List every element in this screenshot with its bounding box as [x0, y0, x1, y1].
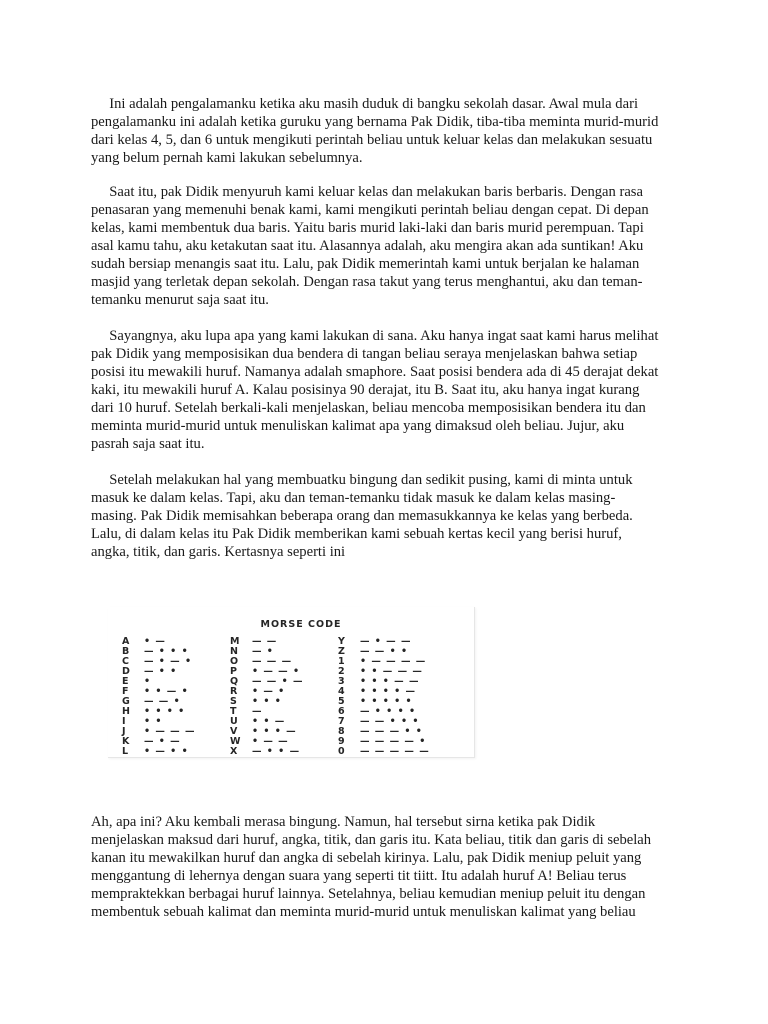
morse-char: N — [230, 646, 238, 657]
morse-char: G — [122, 696, 130, 707]
paragraph-5 — [91, 813, 681, 921]
morse-char: O — [230, 656, 239, 667]
morse-char: J — [122, 726, 126, 737]
morse-code-symbols: • • — — [252, 716, 286, 727]
paragraph-2 — [91, 183, 681, 309]
text-line: kelas, kami membentuk dua baris. Yaitu baris murid laki-laki dan baris murid perempuan. Tapi — [91, 220, 644, 236]
morse-code-symbols: — — • — [144, 696, 181, 707]
morse-code-symbols: — • — — [144, 736, 181, 747]
text-line: penasaran yang memenuhi benak kami, kami mengikuti perintah beliau dengan cepat. Di depan — [91, 202, 649, 218]
morse-char: C — [122, 656, 129, 667]
morse-char: Z — [338, 646, 345, 657]
morse-row — [338, 747, 430, 757]
morse-code-symbols: — — — [252, 636, 278, 647]
text-line: Saat itu, pak Didik menyuruh kami keluar kelas dan melakukan baris berbaris. Dengan rasa — [91, 184, 643, 200]
morse-code-symbols: — • — • — [144, 656, 193, 667]
morse-row — [122, 747, 196, 757]
text-line: mempraktekkan berbagai huruf lainnya. Setelahnya, beliau kemudian meniup peluit itu dengan — [91, 886, 646, 902]
morse-char: 2 — [338, 666, 345, 677]
morse-code-symbols: • • • • — [144, 706, 186, 717]
morse-char: 9 — [338, 736, 345, 747]
morse-code-symbols: — • • • • — [360, 706, 417, 717]
morse-code-symbols: • — — [144, 636, 166, 647]
text-line: masuk ke dalam kelas. Tapi, aku dan teman-temanku tidak masuk ke dalam kelas masing- — [91, 490, 616, 506]
morse-code-symbols: • • — • — [144, 686, 189, 697]
morse-row — [230, 747, 304, 757]
morse-char: E — [122, 676, 129, 687]
morse-code-symbols: — • • • — [144, 646, 189, 657]
text-line: pak Didik yang memposisikan dua bendera di tangan beliau seraya menjelaskan bahwa setiap — [91, 346, 638, 362]
morse-column-3 — [338, 637, 430, 757]
paragraph-1 — [91, 95, 681, 167]
morse-code-symbols: • — [144, 676, 152, 687]
text-line: dari 10 huruf. Setelah berkali-kali menjelaskan, beliau mencoba memposisikan bendera itu dan — [91, 400, 646, 416]
morse-char: W — [230, 736, 241, 747]
morse-char: R — [230, 686, 238, 697]
morse-char: P — [230, 666, 237, 677]
morse-code-image — [108, 607, 475, 758]
morse-code-symbols: • • — [144, 716, 163, 727]
morse-char: F — [122, 686, 129, 697]
text-line: posisi itu mewakili huruf. Namanya adalah smaphore. Saat posisi bendera ada di 45 derajat dekat — [91, 364, 659, 380]
text-line: yang belum pernah kami lakukan sebelumnya. — [91, 150, 363, 166]
text-line: Ini adalah pengalamanku ketika aku masih duduk di bangku sekolah dasar. Awal mula dari — [91, 96, 638, 112]
text-line: sudah bersiap menangis saat itu. Lalu, pak Didik memerintah kami untuk berjalan ke halaman — [91, 256, 640, 272]
morse-code-symbols: • • • — — [252, 726, 297, 737]
text-line: pasrah saja saat itu. — [91, 436, 205, 452]
text-line: Ah, apa ini? Aku kembali merasa bingung. Namun, hal tersebut sirna ketika pak Didik — [91, 814, 596, 830]
morse-code-symbols: • • • — — — [360, 676, 420, 687]
morse-code-symbols: — — — — • — [360, 736, 427, 747]
paragraph-3 — [91, 327, 681, 453]
morse-char: U — [230, 716, 238, 727]
text-line: kanan itu mewakilkan huruf dan angka di sebelah kirinya. Lalu, pak Didik meniup peluit yang — [91, 850, 642, 866]
text-line: menjelaskan maksud dari huruf, angka, titik, dan garis itu. Kata beliau, titik dan garis di sebelah — [91, 832, 652, 848]
text-line: menggantung di lehernya dengan suara yang seperti tit tiitt. Itu adalah huruf A! Beliau terus — [91, 868, 627, 884]
morse-code-symbols: — — — — — — [360, 746, 430, 757]
morse-char: D — [122, 666, 130, 677]
morse-char: 4 — [338, 686, 345, 697]
morse-char: M — [230, 636, 240, 647]
morse-char: 5 — [338, 696, 345, 707]
morse-char: S — [230, 696, 237, 707]
morse-row — [122, 667, 196, 677]
morse-code-symbols: • — • • — [144, 746, 189, 757]
morse-char: 6 — [338, 706, 345, 717]
morse-char: B — [122, 646, 130, 657]
morse-code-symbols: • — • — [252, 686, 286, 697]
morse-char: 0 — [338, 746, 345, 757]
text-line: meminta murid-murid untuk menuliskan kalimat apa yang dimaksud oleh beliau. Jujur, aku — [91, 418, 625, 434]
morse-code-title: MORSE CODE — [260, 619, 342, 630]
morse-code-symbols: — — • • • — [360, 716, 420, 727]
morse-code-symbols: — • — — — [360, 636, 412, 647]
text-line: Setelah melakukan hal yang membuatku bingung dan sedikit pusing, kami di minta untuk — [91, 472, 633, 488]
morse-code-symbols: • — — • — [252, 666, 301, 677]
text-line: asal kamu tahu, aku ketakutan saat itu. Alasannya adalah, aku mengira akan ada suntikan! Aku — [91, 238, 644, 254]
morse-char: K — [122, 736, 130, 747]
morse-char: L — [122, 746, 129, 757]
text-line: Lalu, di dalam kelas itu Pak Didik memberikan kami sebuah kertas kecil yang berisi huruf, — [91, 526, 622, 542]
morse-char: I — [122, 716, 126, 727]
morse-char: X — [230, 746, 238, 757]
text-line: temanku menurut saja saat itu. — [91, 292, 269, 308]
morse-code-symbols: — — — — [252, 656, 293, 667]
morse-char: 8 — [338, 726, 345, 737]
morse-code-symbols: — — • — — [252, 676, 304, 687]
paragraph-4 — [91, 471, 681, 561]
morse-char: 7 — [338, 716, 345, 727]
text-line: pengalamanku ini adalah ketika guruku yang bernama Pak Didik, tiba-tiba meminta murid-murid — [91, 114, 659, 130]
text-line: kaki, itu mewakili huruf A. Kalau posisinya 90 derajat, itu B. Saat itu, aku hanya ingat kurang — [91, 382, 640, 398]
morse-code-symbols: • • • • — — [360, 686, 417, 697]
morse-code-symbols: • • — — — — [360, 666, 423, 677]
text-line: dari kelas 4, 5, dan 6 untuk mengikuti perintah beliau untuk keluar kelas dan melakukan sesuatu — [91, 132, 653, 148]
text-line: Sayangnya, aku lupa apa yang kami lakukan di sana. Aku hanya ingat saat kami harus melihat — [91, 328, 659, 344]
morse-code-symbols: • — — — [252, 736, 289, 747]
morse-code-symbols: — — [252, 706, 263, 717]
morse-code-symbols: • • • • • — [360, 696, 413, 707]
morse-code-symbols: • • • — [252, 696, 282, 707]
morse-code-symbols: — — • • — [360, 646, 409, 657]
morse-code-symbols: — — — • • — [360, 726, 423, 737]
morse-code-symbols: — • — [252, 646, 274, 657]
morse-char: 1 — [338, 656, 345, 667]
morse-char: H — [122, 706, 130, 717]
morse-char: V — [230, 726, 238, 737]
morse-char: Y — [338, 636, 345, 647]
morse-code-symbols: • — — — — [144, 726, 196, 737]
text-line: masjid yang terletak depan sekolah. Dengan rasa takut yang terus menghantui, aku dan teman- — [91, 274, 643, 290]
morse-char: A — [122, 636, 130, 647]
morse-char: 3 — [338, 676, 345, 687]
morse-column-1 — [122, 637, 196, 757]
morse-char: T — [230, 706, 237, 717]
morse-row — [230, 697, 304, 707]
morse-code-symbols: — • • — — [252, 746, 301, 757]
text-line: masing. Pak Didik memisahkan beberapa orang dan memasukkannya ke kelas yang berbeda. — [91, 508, 633, 524]
text-line: angka, titik, dan garis. Kertasnya seperti ini — [91, 544, 346, 560]
morse-column-2 — [230, 637, 304, 757]
text-line: membentuk sebuah kalimat dan meminta murid-murid untuk menuliskan kalimat yang beliau — [91, 904, 636, 920]
morse-code-symbols: • — — — — — [360, 656, 427, 667]
morse-char: Q — [230, 676, 239, 687]
morse-code-symbols: — • • — [144, 666, 178, 677]
